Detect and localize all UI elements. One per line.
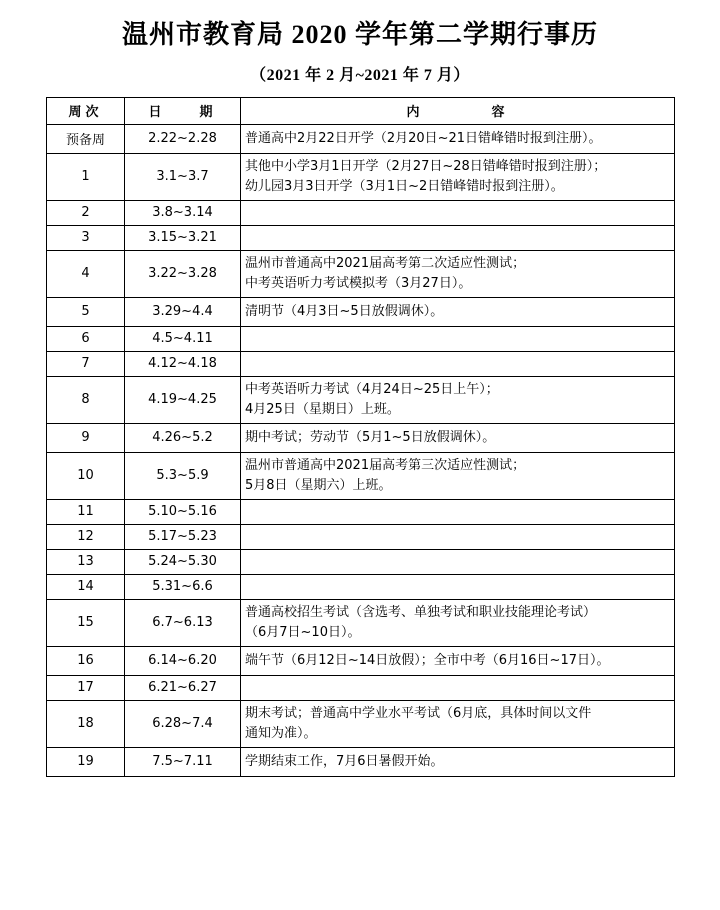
cell-content — [241, 351, 675, 376]
table-row — [47, 124, 675, 153]
cell-content — [241, 423, 675, 452]
cell-content — [241, 549, 675, 574]
cell-content — [241, 524, 675, 549]
table-row — [47, 225, 675, 250]
cell-week: 1 — [47, 153, 125, 200]
table-header-row — [47, 97, 675, 124]
table-row — [47, 524, 675, 549]
table-row — [47, 700, 675, 747]
content-line: 温州市普通高中2021届高考第二次适应性测试； — [245, 255, 526, 271]
content-line: 5月8日（星期六）上班。 — [245, 477, 392, 493]
cell-date: 4.12~4.18 — [125, 351, 241, 376]
page-title: 温州市教育局 2020 学年第二学期行事历 — [121, 20, 598, 49]
cell-date: 3.22~3.28 — [125, 250, 241, 297]
cell-date: 6.28~7.4 — [125, 700, 241, 747]
cell-date: 3.1~3.7 — [125, 153, 241, 200]
cell-week: 8 — [47, 376, 125, 423]
table-row — [47, 747, 675, 776]
cell-content — [241, 326, 675, 351]
content-line: 其他中小学3月1日开学（2月27日~28日错峰错时报到注册）； — [245, 158, 607, 174]
cell-content — [241, 153, 675, 200]
cell-date: 4.5~4.11 — [125, 326, 241, 351]
table-row — [47, 351, 675, 376]
cell-week: 15 — [47, 599, 125, 646]
calendar-table-wrapper — [46, 97, 674, 777]
content-line: （6月7日~10日）。 — [245, 624, 361, 640]
cell-week: 3 — [47, 225, 125, 250]
table-row — [47, 499, 675, 524]
column-header-week: 周次 — [47, 97, 125, 124]
calendar-table — [46, 97, 675, 777]
cell-week: 17 — [47, 675, 125, 700]
table-row — [47, 574, 675, 599]
cell-content — [241, 747, 675, 776]
table-row — [47, 250, 675, 297]
cell-content — [241, 599, 675, 646]
cell-week: 5 — [47, 297, 125, 326]
cell-week: 16 — [47, 646, 125, 675]
cell-week: 9 — [47, 423, 125, 452]
table-row — [47, 376, 675, 423]
cell-content — [241, 675, 675, 700]
table-row — [47, 675, 675, 700]
table-row — [47, 423, 675, 452]
table-row — [47, 326, 675, 351]
cell-date: 3.8~3.14 — [125, 200, 241, 225]
table-row — [47, 200, 675, 225]
table-row — [47, 646, 675, 675]
table-body — [47, 124, 675, 776]
column-header-content: 内 容 — [241, 97, 675, 124]
cell-week: 4 — [47, 250, 125, 297]
cell-week: 14 — [47, 574, 125, 599]
cell-content — [241, 574, 675, 599]
cell-date: 6.14~6.20 — [125, 646, 241, 675]
table-row — [47, 452, 675, 499]
table-row — [47, 153, 675, 200]
cell-date: 3.15~3.21 — [125, 225, 241, 250]
cell-date: 6.7~6.13 — [125, 599, 241, 646]
content-line: 幼儿园3月3日开学（3月1日~2日错峰错时报到注册）。 — [245, 178, 564, 194]
content-line: 普通高中2月22日开学（2月20日~21日错峰错时报到注册）。 — [245, 130, 602, 146]
cell-date: 5.3~5.9 — [125, 452, 241, 499]
cell-date: 5.31~6.6 — [125, 574, 241, 599]
cell-content — [241, 499, 675, 524]
cell-week: 12 — [47, 524, 125, 549]
content-line: 端午节（6月12日~14日放假）；全市中考（6月16日~17日）。 — [245, 652, 610, 668]
content-line: 清明节（4月3日~5日放假调休）。 — [245, 303, 444, 319]
content-line: 4月25日（星期日）上班。 — [245, 401, 400, 417]
cell-week: 6 — [47, 326, 125, 351]
content-line: 期末考试；普通高中学业水平考试（6月底，具体时间以文件 — [245, 705, 592, 721]
cell-week: 11 — [47, 499, 125, 524]
content-line: 学期结束工作，7月6日暑假开始。 — [245, 753, 444, 769]
cell-date: 4.26~5.2 — [125, 423, 241, 452]
cell-content — [241, 646, 675, 675]
table-row — [47, 599, 675, 646]
cell-content — [241, 250, 675, 297]
content-line: 中考英语听力考试模拟考（3月27日）。 — [245, 275, 472, 291]
document-page — [0, 18, 720, 910]
cell-date: 2.22~2.28 — [125, 124, 241, 153]
cell-week: 2 — [47, 200, 125, 225]
cell-week: 19 — [47, 747, 125, 776]
content-line: 中考英语听力考试（4月24日~25日上午）； — [245, 381, 499, 397]
table-row — [47, 297, 675, 326]
cell-week: 13 — [47, 549, 125, 574]
cell-date: 5.24~5.30 — [125, 549, 241, 574]
cell-content — [241, 297, 675, 326]
content-line: 通知为准）。 — [245, 725, 317, 741]
cell-week: 10 — [47, 452, 125, 499]
cell-content — [241, 700, 675, 747]
content-line: 普通高校招生考试（含选考、单独考试和职业技能理论考试） — [245, 604, 597, 620]
cell-date: 6.21~6.27 — [125, 675, 241, 700]
column-header-date: 日 期 — [125, 97, 241, 124]
cell-week: 预备周 — [47, 124, 125, 153]
cell-content — [241, 200, 675, 225]
page-subtitle: （2021 年 2 月~2021 年 7 月） — [250, 66, 470, 84]
cell-week: 18 — [47, 700, 125, 747]
cell-date: 5.17~5.23 — [125, 524, 241, 549]
cell-date: 5.10~5.16 — [125, 499, 241, 524]
cell-date: 3.29~4.4 — [125, 297, 241, 326]
cell-week: 7 — [47, 351, 125, 376]
content-line: 温州市普通高中2021届高考第三次适应性测试； — [245, 457, 526, 473]
cell-content — [241, 452, 675, 499]
cell-date: 4.19~4.25 — [125, 376, 241, 423]
cell-content — [241, 376, 675, 423]
table-row — [47, 549, 675, 574]
cell-content — [241, 225, 675, 250]
content-line: 期中考试；劳动节（5月1~5日放假调休）。 — [245, 429, 496, 445]
cell-content — [241, 124, 675, 153]
cell-date: 7.5~7.11 — [125, 747, 241, 776]
table-header — [47, 97, 675, 124]
